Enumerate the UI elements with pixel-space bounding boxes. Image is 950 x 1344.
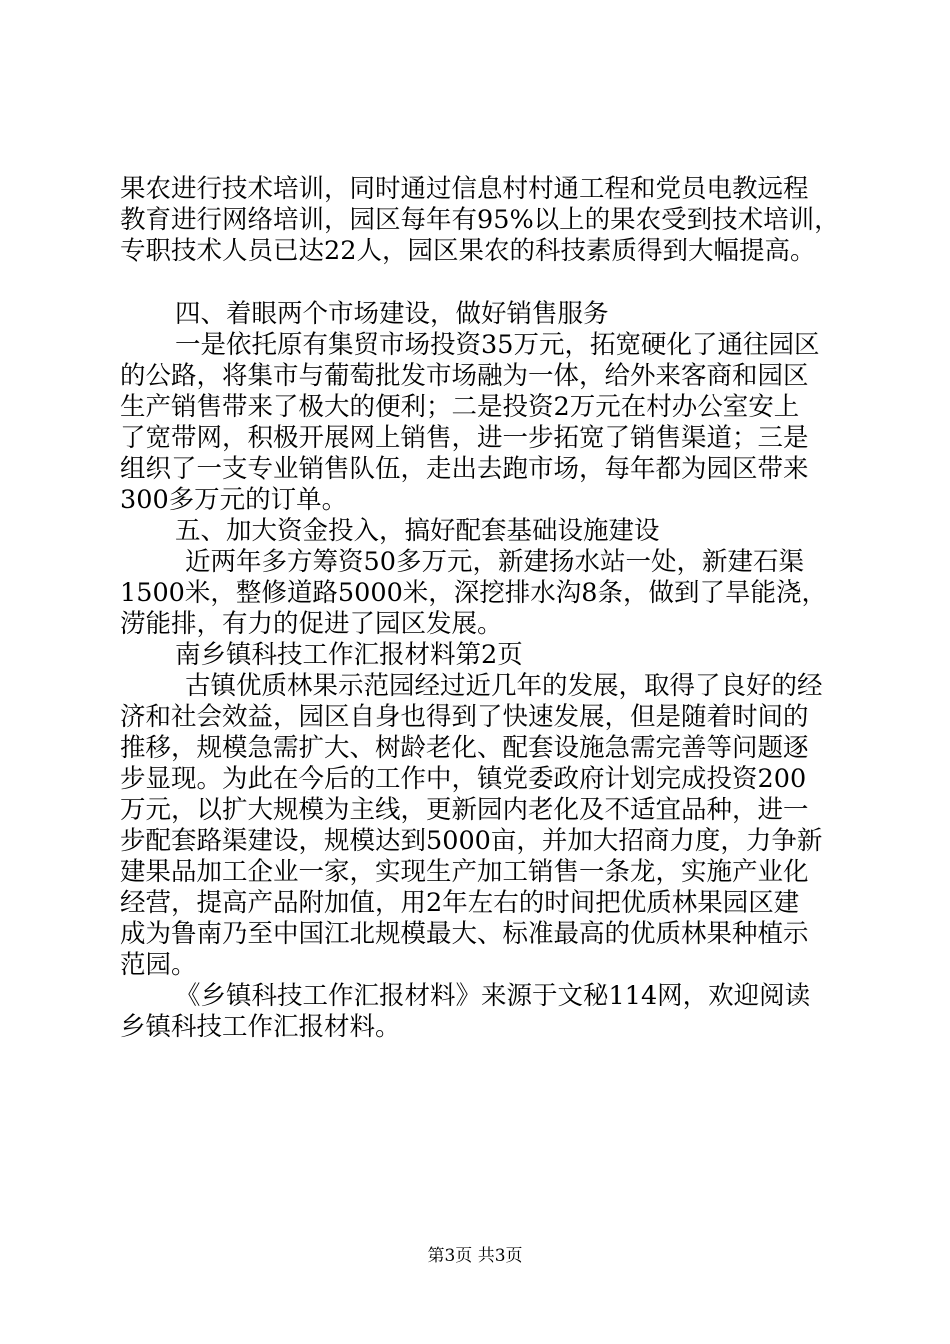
paragraph-line: 济和社会效益，园区自身也得到了快速发展，但是随着时间的 — [120, 702, 809, 732]
paragraph-line: 了宽带网，积极开展网上销售，进一步拓宽了销售渠道；三是 — [120, 423, 809, 453]
paragraph-line: 步显现。为此在今后的工作中，镇党委政府计划完成投资200 — [120, 764, 807, 794]
paragraph-line: 教育进行网络培训，园区每年有95%以上的果农受到技术培训， — [120, 205, 840, 235]
paragraph-line: 生产销售带来了极大的便利；二是投资2万元在村办公室安上 — [120, 392, 800, 422]
paragraph-line: 步配套路渠建设，规模达到5000亩，并加大招商力度，力争新 — [120, 826, 823, 856]
source-note-line: 《乡镇科技工作汇报材料》来源于文秘114网，欢迎阅读 — [175, 981, 811, 1011]
paragraph-line: 古镇优质林果示范园经过近几年的发展，取得了良好的经 — [185, 671, 823, 701]
paragraph-line: 成为鲁南乃至中国江北规模最大、标准最高的优质林果种植示 — [120, 919, 809, 949]
paragraph-line: 经营，提高产品附加值，用2年左右的时间把优质林果园区建 — [120, 888, 800, 918]
page-marker-line: 南乡镇科技工作汇报材料第2页 — [175, 640, 523, 670]
paragraph-line: 专职技术人员已达22人，园区果农的科技素质得到大幅提高。 — [120, 236, 816, 266]
paragraph-line: 建果品加工企业一家，实现生产加工销售一条龙，实施产业化 — [120, 857, 809, 887]
paragraph-line: 范园。 — [120, 950, 197, 980]
paragraph-line: 万元，以扩大规模为主线，更新园内老化及不适宜品种，进一 — [120, 795, 809, 825]
paragraph-line: 推移，规模急需扩大、树龄老化、配套设施急需完善等问题逐 — [120, 733, 809, 763]
section-heading: 四、着眼两个市场建设，做好销售服务 — [175, 299, 609, 329]
paragraph-line: 果农进行技术培训，同时通过信息村村通工程和党员电教远程 — [120, 174, 809, 204]
paragraph-line: 300多万元的订单。 — [120, 485, 348, 515]
paragraph-line: 的公路，将集市与葡萄批发市场融为一体，给外来客商和园区 — [120, 361, 809, 391]
paragraph-line: 1500米，整修道路5000米，深挖排水沟8条，做到了旱能浇， — [120, 578, 828, 608]
paragraph-line: 涝能排，有力的促进了园区发展。 — [120, 609, 503, 639]
section-heading: 五、加大资金投入，搞好配套基础设施建设 — [175, 516, 660, 546]
paragraph-line: 近两年多方筹资50多万元，新建扬水站一处，新建石渠 — [185, 547, 804, 577]
paragraph-line: 组织了一支专业销售队伍，走出去跑市场，每年都为园区带来 — [120, 454, 809, 484]
source-note-line: 乡镇科技工作汇报材料。 — [120, 1012, 401, 1042]
paragraph-line: 一是依托原有集贸市场投资35万元，拓宽硬化了通往园区 — [175, 330, 820, 360]
page-footer: 第3页 共3页 — [427, 1246, 523, 1266]
